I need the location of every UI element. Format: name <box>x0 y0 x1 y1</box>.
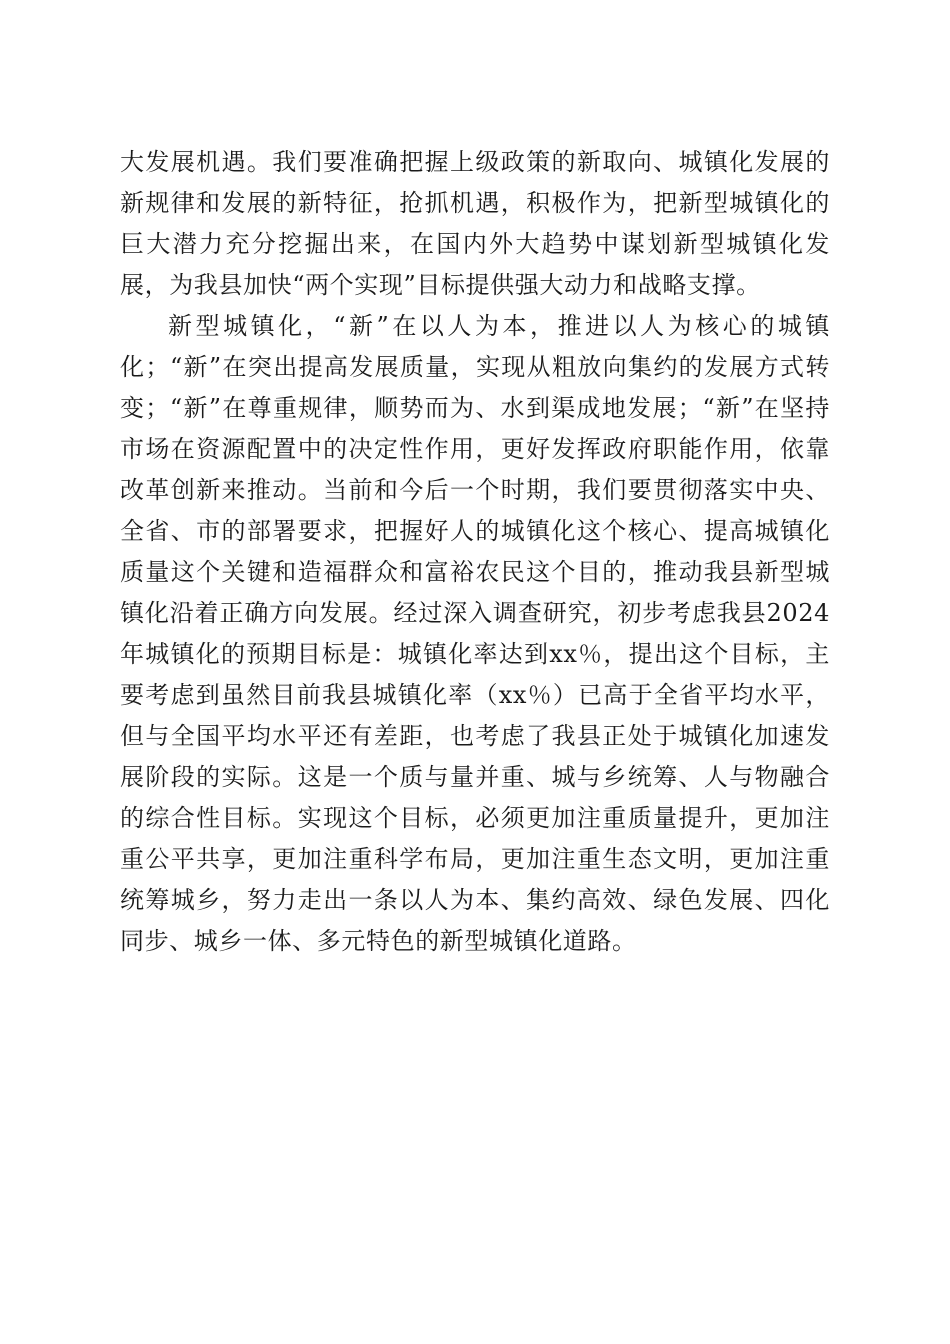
document-body <box>120 142 830 962</box>
paragraph-new-urbanization: 新型城镇化，“新”在以人为本，推进以人为核心的城镇化；“新”在突出提高发展质量，实现从粗放向集约的发展方式转变；“新”在尊重规律，顺势而为、水到渠成地发展；“新”在坚持市场在资源配置中的决定性作用，更好发挥政府职能作用，依靠改革创新来推动。当前和今后一个时期，我们要贯彻落实中央、全省、市的部署要求，把握好人的城镇化这个核心、提高城镇化质量这个关键和造福群众和富裕农民这个目的，推动我县新型城镇化沿着正确方向发展。经过深入调查研究，初步考虑我县2024年城镇化的预期目标是：城镇化率达到xx％，提出这个目标，主要考虑到虽然目前我县城镇化率（xx％）已高于全省平均水平，但与全国平均水平还有差距，也考虑了我县正处于城镇化加速发展阶段的实际。这是一个质与量并重、城与乡统筹、人与物融合的综合性目标。实现这个目标，必须更加注重质量提升，更加注重公平共享，更加注重科学布局，更加注重生态文明，更加注重统筹城乡，努力走出一条以人为本、集约高效、绿色发展、四化同步、城乡一体、多元特色的新型城镇化道路。 <box>120 312 830 955</box>
paragraph-continuation: 大发展机遇。我们要准确把握上级政策的新取向、城镇化发展的新规律和发展的新特征，抢抓机遇，积极作为，把新型城镇化的巨大潜力充分挖掘出来，在国内外大趋势中谋划新型城镇化发展，为我县加快“两个实现”目标提供强大动力和战略支撑。 <box>120 148 830 299</box>
